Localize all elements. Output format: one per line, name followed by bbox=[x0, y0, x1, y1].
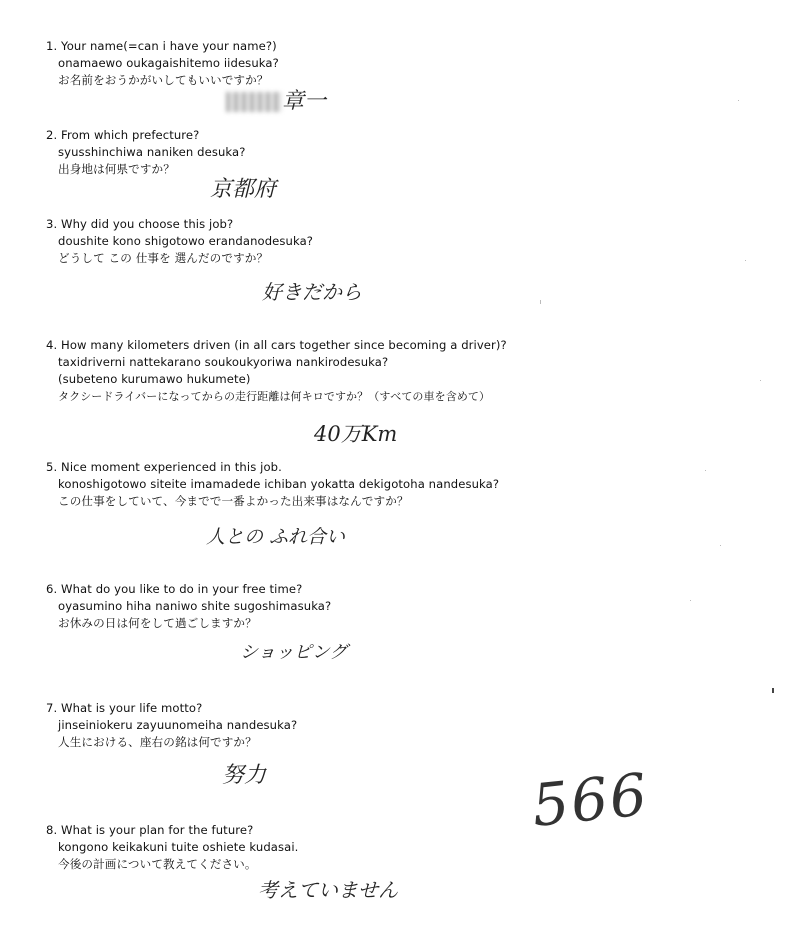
question-3 bbox=[46, 216, 646, 267]
question-8-japanese: 今後の計画について教えてください。 bbox=[58, 857, 257, 871]
question-7-romaji: jinseiniokeru zayuunomeiha nandesuka? bbox=[58, 718, 298, 732]
question-8-romaji: kongono keikakuni tuite oshiete kudasai. bbox=[58, 840, 299, 854]
answer-4: 40万Km bbox=[314, 422, 398, 446]
question-5-english: 5. Nice moment experienced in this job. bbox=[46, 460, 282, 474]
question-2 bbox=[46, 127, 646, 178]
question-1-romaji: onamaewo oukagaishitemo iidesuka? bbox=[58, 56, 279, 70]
question-8-english: 8. What is your plan for the future? bbox=[46, 823, 254, 837]
question-4-romaji: taxidriverni nattekarano soukoukyoriwa nankirodesuka? bbox=[58, 355, 389, 369]
question-1 bbox=[46, 38, 646, 89]
question-6 bbox=[46, 581, 646, 632]
question-6-japanese: お休みの日は何をして過ごしますか？ bbox=[58, 616, 257, 630]
answer-6: ショッピング bbox=[240, 642, 348, 663]
redacted-name bbox=[226, 92, 282, 112]
question-2-japanese: 出身地は何県ですか？ bbox=[58, 162, 175, 176]
page-number: 566 bbox=[528, 760, 652, 840]
question-5-romaji: konoshigotowo siteite imamadede ichiban yokatta dekigotoha nandesuka? bbox=[58, 477, 500, 491]
question-2-romaji: syusshinchiwa naniken desuka? bbox=[58, 145, 246, 159]
answer-7: 努力 bbox=[222, 763, 267, 788]
question-7 bbox=[46, 700, 646, 751]
question-4-japanese: タクシードライバーになってからの走行距離は何キロですか？（すべての車を含めて） bbox=[58, 390, 491, 403]
question-4-english: 4. How many kilometers driven (in all cars together since becoming a driver)? bbox=[46, 338, 507, 352]
question-2-english: 2. From which prefecture? bbox=[46, 128, 200, 142]
question-5 bbox=[46, 459, 646, 510]
answer-5: 人との ふれ合い bbox=[206, 526, 346, 548]
question-4-romaji-2: (subeteno kurumawo hukumete) bbox=[58, 372, 251, 386]
question-6-english: 6. What do you like to do in your free time? bbox=[46, 582, 303, 596]
question-6-romaji: oyasumino hiha naniwo shite sugoshimasuka? bbox=[58, 599, 332, 613]
question-5-japanese: この仕事をしていて、今までで一番よかった出来事はなんですか？ bbox=[58, 494, 409, 508]
question-7-english: 7. What is your life motto? bbox=[46, 701, 203, 715]
question-3-romaji: doushite kono shigotowo erandanodesuka? bbox=[58, 234, 314, 248]
answer-8: 考えていません bbox=[258, 878, 398, 902]
answer-1: 章一 bbox=[282, 89, 327, 114]
question-7-japanese: 人生における、座右の銘は何ですか？ bbox=[58, 735, 257, 749]
answer-3: 好きだから bbox=[262, 280, 362, 304]
question-3-japanese: どうして この 仕事を 選んだのですか？ bbox=[58, 251, 269, 265]
question-3-english: 3. Why did you choose this job? bbox=[46, 217, 234, 231]
question-1-japanese: お名前をおうかがいしてもいいですか？ bbox=[58, 73, 269, 87]
answer-2: 京都府 bbox=[210, 177, 277, 202]
question-1-english: 1. Your name(=can i have your name?) bbox=[46, 39, 277, 53]
question-4 bbox=[46, 337, 646, 405]
